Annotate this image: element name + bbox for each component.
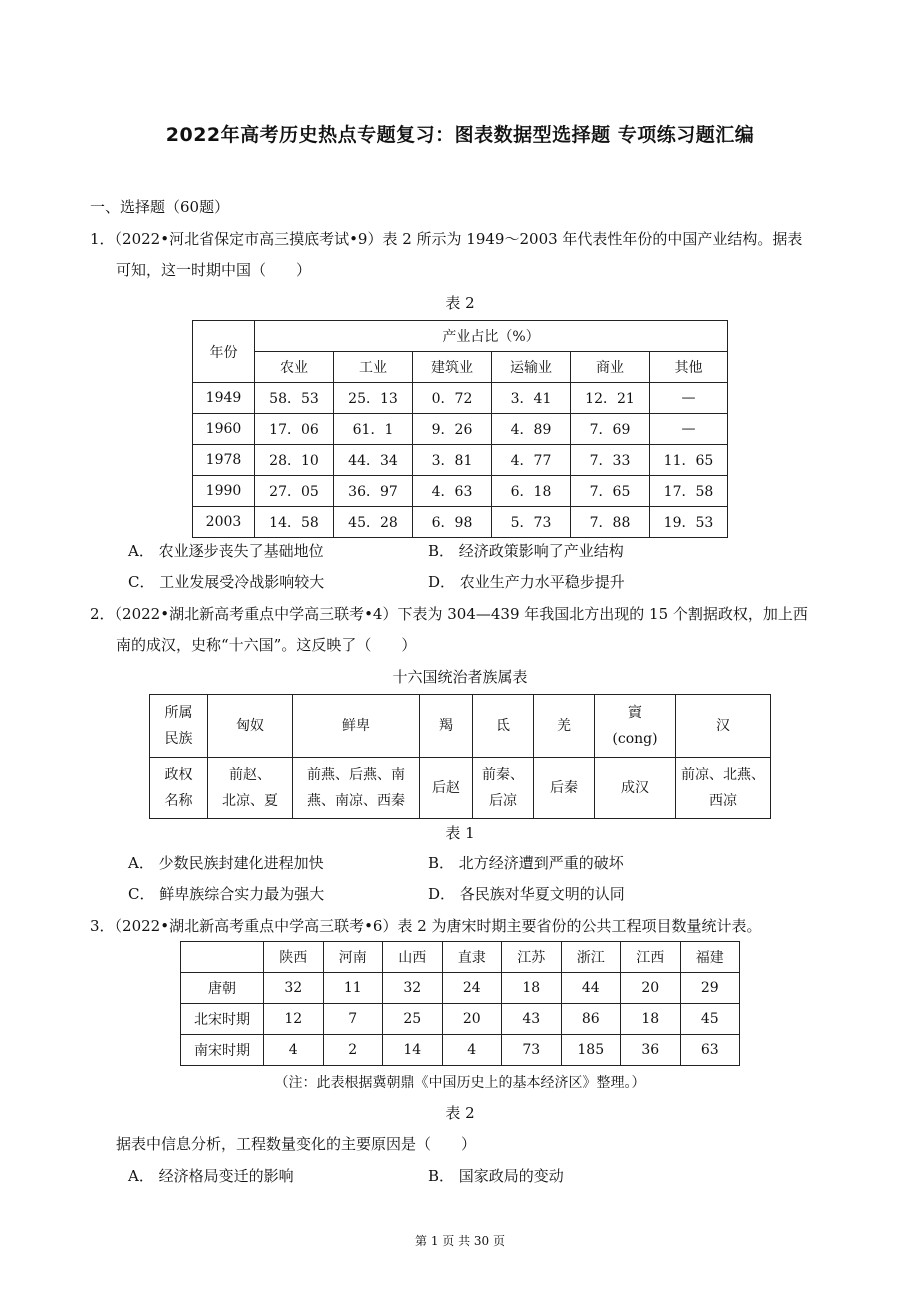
q1-cell: 9．26	[413, 414, 492, 445]
q3-cell: 45	[680, 1004, 740, 1035]
q1-cell: 36．97	[334, 476, 413, 507]
q2-row-label-part: 政权	[164, 767, 193, 783]
q2-stem-line2: 南的成汉，史称“十六国”。这反映了（ ）	[116, 636, 417, 654]
q2-ethnic-table	[149, 694, 771, 819]
table-row	[193, 383, 728, 414]
q1-cell: 25．13	[334, 383, 413, 414]
table-row	[193, 414, 728, 445]
q3-row-label: 唐朝	[181, 973, 264, 1004]
q2-regime-line: 西凉	[709, 793, 737, 809]
q2-regime-cell	[208, 758, 293, 819]
table-row	[181, 1035, 740, 1066]
q2-regime-line: 后赵	[432, 780, 460, 796]
q1-stem-line1: 1．（2022•河北省保定市高三摸底考试•9）表 2 所示为 1949～2003 年代表性年份的中国产业结构。据表	[90, 230, 803, 248]
q3-col-header: 福建	[680, 942, 740, 973]
q1-option-b: B． 经济政策影响了产业结构	[428, 542, 624, 560]
q1-cell: 7．88	[571, 507, 650, 538]
q2-row-label-part: 名称	[164, 793, 193, 809]
q1-cell: 44．34	[334, 445, 413, 476]
q2-ethnic-header: 羌	[534, 695, 595, 758]
q3-cell: 185	[561, 1035, 621, 1066]
q3-cell: 63	[680, 1035, 740, 1066]
q2-ethnic-pinyin: (cong)	[612, 731, 658, 747]
q1-cell: 0．72	[413, 383, 492, 414]
q3-cell: 25	[383, 1004, 443, 1035]
q1-cell: 11．65	[650, 445, 728, 476]
q2-regime-cell	[473, 758, 534, 819]
q3-col-header: 陕西	[264, 942, 324, 973]
q3-col-header: 浙江	[561, 942, 621, 973]
q3-option-b: B． 国家政局的变动	[428, 1167, 564, 1185]
q3-col-header: 江西	[621, 942, 681, 973]
q2-regime-line: 北凉、夏	[222, 793, 278, 809]
q2-ethnic-header: 氐	[473, 695, 534, 758]
q3-cell: 18	[502, 973, 562, 1004]
q2-ethnic-header: 汉	[676, 695, 771, 758]
q1-cell: 7．65	[571, 476, 650, 507]
q2-ethnic-header-cong	[595, 695, 676, 758]
q3-cell: 11	[323, 973, 383, 1004]
q2-regime-line: 前赵、	[229, 767, 271, 783]
q3-cell: 14	[383, 1035, 443, 1066]
q2-table-caption: 十六国统治者族属表	[392, 668, 528, 686]
q3-cell: 24	[442, 973, 502, 1004]
q3-col-header: 直隶	[442, 942, 502, 973]
q3-cell: 7	[323, 1004, 383, 1035]
q3-cell: 73	[502, 1035, 562, 1066]
q2-regime-line: 前秦、	[482, 767, 524, 783]
table-row	[193, 445, 728, 476]
q1-cell: 7．33	[571, 445, 650, 476]
q3-cell: 12	[264, 1004, 324, 1035]
q3-cell: 18	[621, 1004, 681, 1035]
q1-cell: 17．06	[255, 414, 334, 445]
q2-regime-line: 前凉、北燕、	[681, 767, 765, 783]
q1-group-header: 产业占比（%）	[255, 321, 728, 352]
q2-option-c: C． 鲜卑族综合实力最为强大	[128, 885, 325, 903]
q3-cell: 4	[264, 1035, 324, 1066]
q1-cell: 1949	[193, 383, 255, 414]
q1-cell: 2003	[193, 507, 255, 538]
q1-col-header: 工业	[334, 352, 413, 383]
q3-stem-line1: 3．（2022•湖北新高考重点中学高三联考•6）表 2 为唐宋时期主要省份的公共工程项目数量统计表。	[90, 917, 762, 935]
q1-cell: 61．1	[334, 414, 413, 445]
q1-stem-line2: 可知，这一时期中国（ ）	[116, 261, 312, 279]
q1-cell: 6．98	[413, 507, 492, 538]
q2-regime-line: 后秦	[550, 780, 578, 796]
q3-cell: 20	[621, 973, 681, 1004]
q1-cell: —	[650, 414, 728, 445]
q1-option-d: D． 农业生产力水平稳步提升	[428, 573, 625, 591]
q1-cell: 7．69	[571, 414, 650, 445]
q1-col-header: 其他	[650, 352, 728, 383]
q3-option-a: A． 经济格局变迁的影响	[128, 1167, 294, 1185]
q2-ethnic-header: 鲜卑	[293, 695, 420, 758]
q1-corner-header: 年份	[193, 321, 255, 383]
q1-cell: 27．05	[255, 476, 334, 507]
table-row	[193, 507, 728, 538]
table-row	[181, 973, 740, 1004]
q3-corner-cell	[181, 942, 264, 973]
q1-cell: 28．10	[255, 445, 334, 476]
q3-cell: 32	[264, 973, 324, 1004]
q3-table-note: （注：此表根据冀朝鼎《中国历史上的基本经济区》整理。）	[274, 1075, 646, 1091]
q2-ethnic-header: 羯	[420, 695, 473, 758]
q2-regime-cell	[293, 758, 420, 819]
section-heading: 一、选择题（60题）	[90, 198, 230, 216]
q3-cell: 20	[442, 1004, 502, 1035]
q1-col-header: 农业	[255, 352, 334, 383]
q1-industry-table	[192, 320, 728, 538]
q3-cell: 44	[561, 973, 621, 1004]
q2-row-label-part: 所属	[164, 705, 193, 721]
q2-ethnic-char: 賨	[628, 705, 642, 721]
q3-cell: 43	[502, 1004, 562, 1035]
q1-cell: 58．53	[255, 383, 334, 414]
q2-option-d: D． 各民族对华夏文明的认同	[428, 885, 625, 903]
q3-cell: 4	[442, 1035, 502, 1066]
q2-regime-cell	[420, 758, 473, 819]
q3-cell: 29	[680, 973, 740, 1004]
q1-col-header: 商业	[571, 352, 650, 383]
q1-cell: 45．28	[334, 507, 413, 538]
q2-row-label-regime	[150, 758, 208, 819]
q3-table-caption: 表 2	[445, 1104, 475, 1122]
q3-cell: 2	[323, 1035, 383, 1066]
q1-col-header: 建筑业	[413, 352, 492, 383]
q2-option-a: A． 少数民族封建化进程加快	[128, 854, 324, 872]
q3-cell: 32	[383, 973, 443, 1004]
q1-cell: 4．77	[492, 445, 571, 476]
q2-regime-line: 前燕、后燕、南	[307, 767, 405, 783]
q3-col-header: 山西	[383, 942, 443, 973]
table-row	[181, 1004, 740, 1035]
q2-row-label-part: 民族	[164, 731, 193, 747]
q2-ethnic-header: 匈奴	[208, 695, 293, 758]
page-footer: 第 1 页 共 30 页	[415, 1234, 505, 1248]
q2-regime-cell	[534, 758, 595, 819]
q1-cell: 17．58	[650, 476, 728, 507]
q1-cell: 1978	[193, 445, 255, 476]
q3-row-label: 南宋时期	[181, 1035, 264, 1066]
q1-cell: 19．53	[650, 507, 728, 538]
q3-row-label: 北宋时期	[181, 1004, 264, 1035]
q1-cell: 12．21	[571, 383, 650, 414]
q1-col-header: 运输业	[492, 352, 571, 383]
q2-row-label-ethnic	[150, 695, 208, 758]
q2-table-label: 表 1	[445, 824, 475, 842]
q1-cell: —	[650, 383, 728, 414]
q1-cell: 1990	[193, 476, 255, 507]
page-title: 2022年高考历史热点专题复习：图表数据型选择题 专项练习题汇编	[165, 124, 755, 146]
q3-col-header: 江苏	[502, 942, 562, 973]
q2-stem-line1: 2．（2022•湖北新高考重点中学高三联考•4）下表为 304—439 年我国北方出现的 15 个割据政权，加上西	[90, 605, 808, 623]
q1-option-c: C． 工业发展受冷战影响较大	[128, 573, 325, 591]
q3-cell: 36	[621, 1035, 681, 1066]
q3-stem-line2: 据表中信息分析，工程数量变化的主要原因是（ ）	[116, 1135, 477, 1153]
q1-cell: 3．81	[413, 445, 492, 476]
q2-regime-line: 燕、南凉、西秦	[307, 793, 405, 809]
q1-cell: 3．41	[492, 383, 571, 414]
q1-cell: 1960	[193, 414, 255, 445]
q1-cell: 14．58	[255, 507, 334, 538]
q1-cell: 4．89	[492, 414, 571, 445]
q1-cell: 4．63	[413, 476, 492, 507]
q1-table-caption: 表 2	[445, 294, 475, 312]
q2-regime-line: 成汉	[621, 780, 649, 796]
q1-option-a: A． 农业逐步丧失了基础地位	[128, 542, 324, 560]
q2-regime-cell	[676, 758, 771, 819]
q1-cell: 6．18	[492, 476, 571, 507]
q3-col-header: 河南	[323, 942, 383, 973]
q3-cell: 86	[561, 1004, 621, 1035]
q2-regime-cell	[595, 758, 676, 819]
q2-regime-line: 后凉	[489, 793, 517, 809]
q2-option-b: B． 北方经济遭到严重的破坏	[428, 854, 624, 872]
table-row	[193, 476, 728, 507]
q3-public-works-table	[180, 941, 740, 1066]
q1-cell: 5．73	[492, 507, 571, 538]
